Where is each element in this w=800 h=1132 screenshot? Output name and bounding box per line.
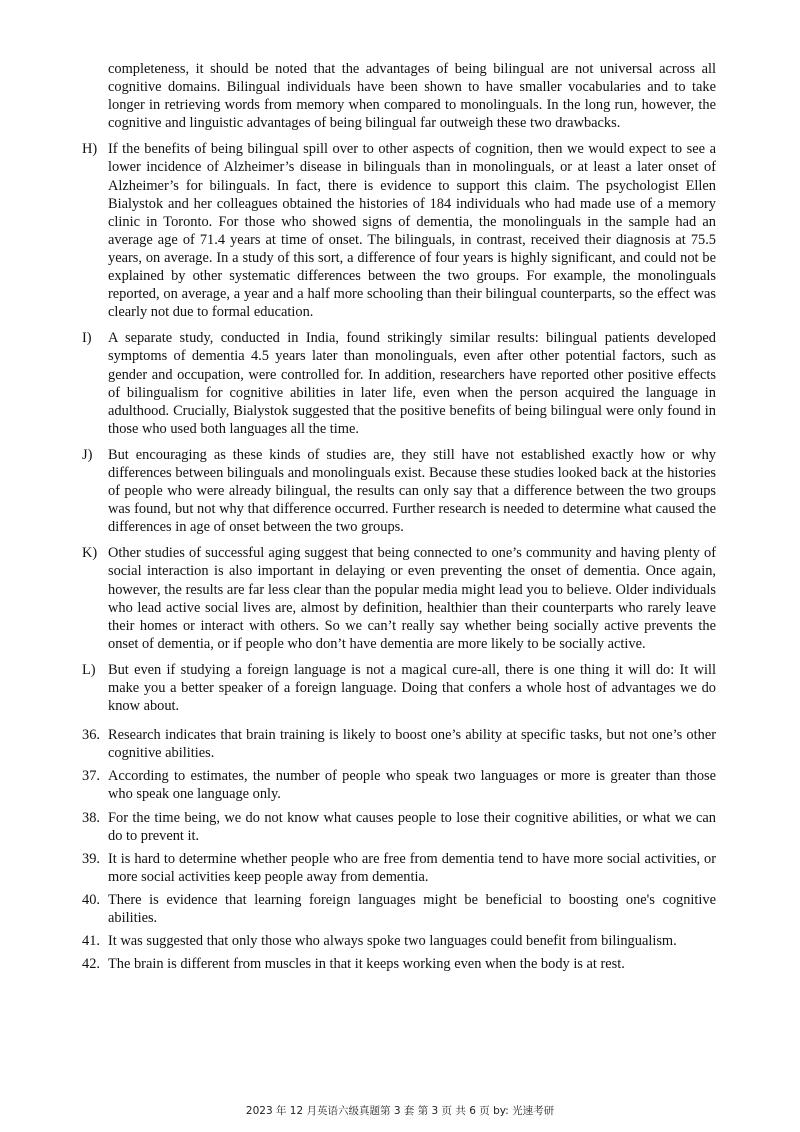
paragraph-k: [82, 544, 716, 653]
paragraph-j: [82, 446, 716, 536]
paragraph-label: I): [82, 330, 92, 347]
paragraph-label: J): [82, 446, 93, 463]
question-text: It was suggested that only those who always spoke two languages could benefit from bilingualism.: [108, 933, 677, 950]
question-number: 36.: [82, 727, 100, 744]
page-footer: 2023 年 12 月英语六级真题第 3 套 第 3 页 共 6 页 by: 光速考研: [245, 1105, 555, 1117]
question-text: There is evidence that learning foreign languages might be beneficial to boosting one's cognitive abilities.: [108, 891, 716, 927]
question-text: It is hard to determine whether people who are free from dementia tend to have more social activities, or more social activities keep people away from dementia.: [108, 850, 716, 885]
question-item: [82, 850, 716, 886]
question-number: 42.: [82, 956, 100, 973]
paragraph-i: [82, 329, 716, 438]
paragraph-text: If the benefits of being bilingual spill over to other aspects of cognition, then we would expect to see a lower incidence of Alzheimer’s disease in bilinguals than in monolinguals, or at least a later onset of Alzheimer’s for bilinguals. In fact, there is evidence to support this claim. The psychologist Ellen Bialystok and her colleagues obtained the histories of 184 individuals who had made use of a memory clinic in Toronto. For those who showed signs of dementia, the monolinguals in the sample had an average age of 71.4 years at time of onset. The bilinguals, in contrast, received their diagnosis at 75.5 years, on average. In a study of this sort, a difference of four years is highly significant, and could not be explained by other systematic differences between the two groups. For example, the monolinguals reported, on average, a year and a half more schooling than their bilingual counterparts, so the effect was clearly not due to formal education.: [108, 141, 716, 321]
document-body: [82, 60, 716, 978]
question-item: [82, 809, 716, 845]
question-number: 40.: [82, 891, 100, 908]
paragraph-h: [82, 140, 716, 321]
question-text: The brain is different from muscles in that it keeps working even when the body is at rest.: [108, 956, 625, 973]
question-item: [82, 767, 716, 803]
question-text: According to estimates, the number of people who speak two languages or more is greater than those who speak one language only.: [108, 768, 716, 803]
paragraph-label: H): [82, 141, 98, 158]
paragraph-text: But encouraging as these kinds of studies are, they still have not established exactly how or why differences between bilinguals and monolinguals exist. Because these studies looked back at the histories of people who were already bilingual, the results can only say that a difference between the two groups was found, but not why that difference occurred. Further research is needed to determine what caused the differences in age of onset between the two groups.: [108, 446, 716, 536]
paragraph-text: A separate study, conducted in India, found strikingly similar results: bilingual patients developed symptoms of dementia 4.5 years later than monolinguals, even after other potential factors, such as gender and occupation, were controlled for. In addition, researchers have reported other positive effects of bilingualism for cognitive abilities in later life, even when the person acquired the language in adulthood. Crucially, Bialystok suggested that the positive benefits of being bilingual were only found in those who used both languages all the time.: [108, 330, 716, 437]
question-text: For the time being, we do not know what causes people to lose their cognitive abilities, or what we can do to prevent it.: [108, 809, 716, 844]
paragraph-g-continuation: [82, 60, 716, 132]
paragraph-l: [82, 661, 716, 715]
question-item: [82, 932, 716, 950]
question-item: [82, 955, 716, 973]
question-number: 39.: [82, 850, 100, 867]
paragraph-label: L): [82, 661, 96, 678]
question-item: [82, 726, 716, 762]
question-number: 41.: [82, 933, 100, 950]
question-text: Research indicates that brain training is likely to boost one’s ability at specific tasks, but not one’s other cognitive abilities.: [108, 727, 716, 762]
question-item: [82, 891, 716, 927]
question-number: 37.: [82, 768, 100, 785]
paragraph-text: But even if studying a foreign language is not a magical cure-all, there is one thing it will do: It will make you a better speaker of a foreign language. Doing that confers a whole host of advantages we do know about.: [108, 661, 716, 715]
paragraph-text: Other studies of successful aging suggest that being connected to one’s community and having plenty of social interaction is also important in delaying or even preventing the onset of dementia. Once again, however, the results are far less clear than the popular media might lead you to believe. Older individuals who lead active social lives are, almost by definition, healthier than their counterparts who rarely leave their homes or interact with others. So we can’t really say whether being socially active prevents the onset of dementia, or if people who don’t have dementia are more likely to be socially active.: [108, 545, 716, 652]
paragraph-text: completeness, it should be noted that the advantages of being bilingual are not universal across all cognitive domains. Bilingual individuals have been shown to have smaller vocabularies and to take longer in retrieving words from memory when compared to monolinguals. In the long run, however, the cognitive and linguistic advantages of being bilingual far outweigh these two drawbacks.: [108, 61, 716, 132]
paragraph-label: K): [82, 545, 98, 562]
question-number: 38.: [82, 809, 100, 826]
